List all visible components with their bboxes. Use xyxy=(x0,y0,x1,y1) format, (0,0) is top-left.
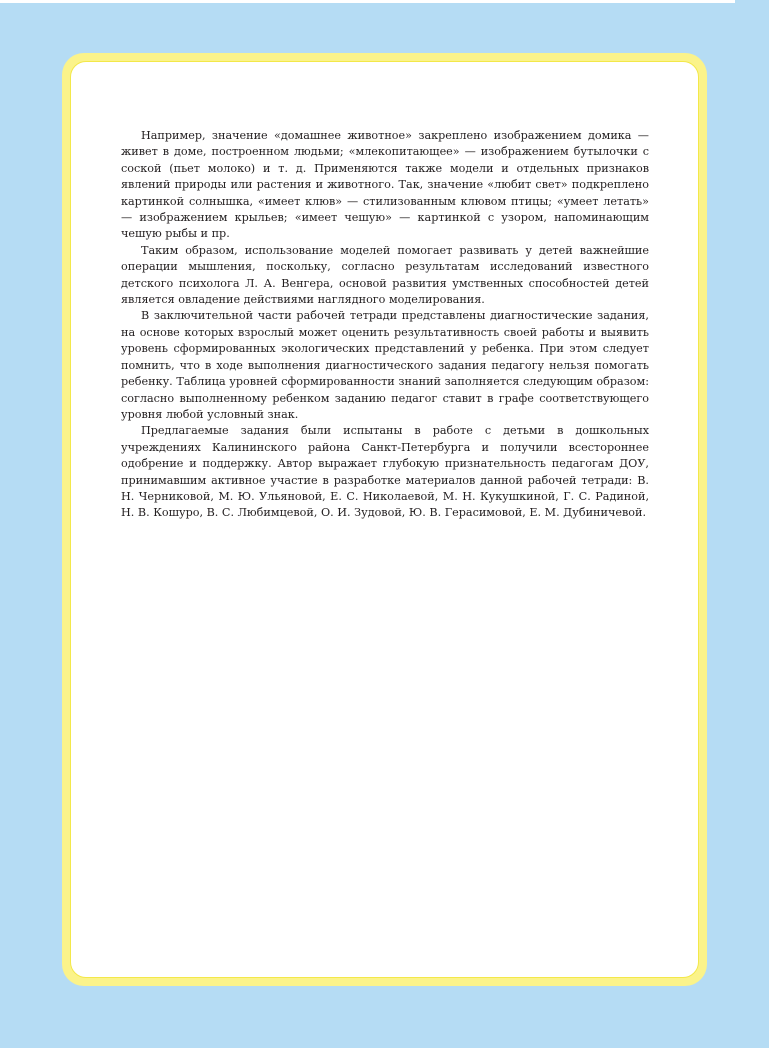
top-edge-strip xyxy=(0,0,735,3)
paragraph-thinking: Таким образом, использование моделей помогает развивать у детей важнейшие операции мышления, поскольку, согласно результатам исследований известного детского психолога Л. А. Венгера, основой развития умственных способностей детей является овладение действиями наглядного моделирования. xyxy=(121,243,649,307)
page-frame xyxy=(62,53,707,986)
paragraph-diagnostics: В заключительной части рабочей тетради представлены диагностические задания, на основе которых взрослый может оценить результативность своей работы и выявить уровень сформированных экологических представлений у ребенка. При этом следует помнить, что в ходе выполнения диагностического задания педагогу нельзя помогать ребенку. Таблица уровней сформированности знаний заполняется следующим образом: согласно выполненному ребенком заданию педагог ставит в графе соответствующего уровня любой условный знак. xyxy=(121,309,649,421)
paragraph-acknowledgements: Предлагаемые задания были испытаны в работе с детьми в дошкольных учреждениях Калининского района Санкт-Петербурга и получили всестороннее одобрение и поддержку. Автор выражает глубокую признательность педагогам ДОУ, принимавшим активное участие в разработке материалов данной рабочей тетради: В. Н. Черниковой, М. Ю. Ульяновой, Е. С. Николаевой, М. Н. Кукушкиной, Г. С. Радиной, Н. В. Кошуро, В. С. Любимцевой, О. И. Зудовой, Ю. В. Герасимовой, Е. М. Дубиничевой. xyxy=(121,424,649,520)
body-text xyxy=(121,128,649,522)
page-content-area xyxy=(70,61,699,978)
paragraph-models: Например, значение «домашнее животное» закреплено изображением домика — живет в доме, построенном людьми; «млекопитающее» — изображением бутылочки с соской (пьет молоко) и т. д. Применяются также модели и отдельных признаков явлений природы или растения и животного. Так, значение «любит свет» подкреплено картинкой солнышка, «имеет клюв» — стилизованным клювом птицы; «умеет летать» — изображением крыльев; «имеет чешую» — картинкой с узором, напоминающим чешую рыбы и пр. xyxy=(121,129,649,241)
